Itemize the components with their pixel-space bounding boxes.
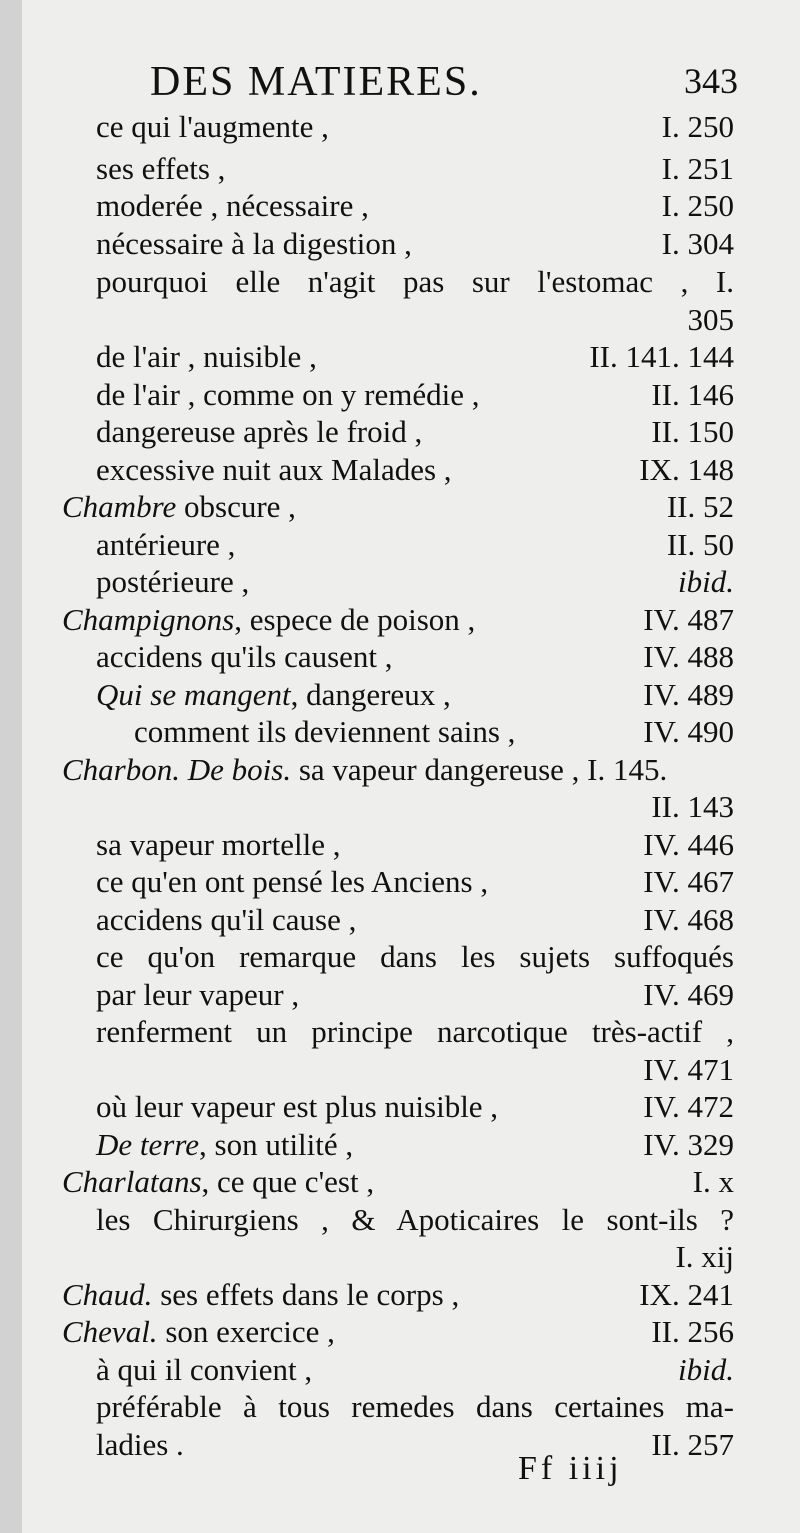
entry-reference: IV. 472: [643, 1089, 734, 1124]
entry-reference: IV. 468: [643, 902, 734, 937]
entry-reference: IV. 488: [643, 639, 734, 674]
entry-reference: II. 143: [651, 789, 734, 824]
entry-reference: II. 50: [666, 527, 734, 562]
entry-reference: ibid.: [678, 1352, 734, 1387]
index-line: [0, 413, 800, 450]
entry-headword: Charlatans: [62, 1164, 202, 1199]
entry-text: préférable à tous remedes dans certaines ma-: [96, 1389, 734, 1424]
index-line: [0, 301, 800, 338]
index-line: [0, 526, 800, 563]
index-line: [0, 1051, 800, 1088]
entry-text: de l'air , comme on y remédie ,: [96, 377, 480, 412]
index-line: [0, 638, 800, 675]
running-header: [150, 58, 738, 108]
entry-gloss: , ce que c'est ,: [201, 1164, 375, 1199]
index-line: [0, 863, 800, 900]
index-line: [0, 601, 800, 638]
entry-reference: IV. 490: [643, 714, 734, 749]
entry-text: ce qui l'augmente ,: [96, 109, 329, 144]
entry-text: par leur vapeur ,: [96, 977, 300, 1012]
index-line: [0, 563, 800, 600]
index-line: [0, 1088, 800, 1125]
entry-reference: IV. 467: [643, 864, 734, 899]
entry-reference: I. 304: [661, 226, 734, 261]
entry-reference: IV. 446: [643, 827, 734, 862]
entry-reference: IV. 469: [643, 977, 734, 1012]
entry-reference: I. 250: [661, 109, 734, 144]
entry-gloss: ses effets dans le corps ,: [160, 1277, 460, 1312]
entry-text: [62, 601, 475, 638]
entry-gloss: , dangereux ,: [290, 677, 451, 712]
entry-reference: ibid.: [678, 564, 734, 599]
index-line: [0, 676, 800, 713]
entry-headword: Chambre: [62, 489, 177, 524]
index-line: [0, 187, 800, 224]
entry-text: antérieure ,: [96, 527, 236, 562]
entry-headword: De terre: [96, 1127, 200, 1162]
entry-text: moderée , nécessaire ,: [96, 188, 369, 223]
entry-headword: Cheval.: [62, 1314, 158, 1349]
entry-reference: II. 146: [651, 377, 734, 412]
entry-text: nécessaire à la digestion ,: [96, 226, 412, 261]
entry-text: pourquoi elle n'agit pas sur l'estomac , I.: [96, 264, 734, 299]
entry-text: postérieure ,: [96, 564, 250, 599]
entry-reference: I. x: [692, 1164, 734, 1199]
entry-text: [62, 1313, 335, 1350]
signature-mark: Ff iiij: [518, 1450, 623, 1487]
entry-gloss: , espece de poison ,: [234, 602, 476, 637]
index-line: [0, 451, 800, 488]
index-line: [0, 1388, 800, 1425]
entry-reference: IV. 487: [643, 602, 734, 637]
entry-headword: Chaud.: [62, 1277, 153, 1312]
index-line: [0, 1013, 800, 1050]
entry-gloss: sa vapeur dangereuse , I. 145.: [298, 752, 668, 787]
entry-reference: II. 256: [651, 1314, 734, 1349]
index-line: [0, 1201, 800, 1238]
index-line: [0, 1163, 800, 1200]
entry-reference: IX. 241: [639, 1277, 734, 1312]
entry-reference: IV. 489: [643, 677, 734, 712]
entry-text: ce qu'en ont pensé les Anciens ,: [96, 864, 489, 899]
entry-text: excessive nuit aux Malades ,: [96, 452, 452, 487]
entry-text: [62, 751, 667, 788]
index-line: [0, 713, 800, 750]
entry-reference: II. 141. 144: [589, 339, 734, 374]
index-line: [0, 751, 800, 788]
entry-text: [62, 488, 296, 525]
entry-headword: Champignons: [62, 602, 235, 637]
index-line: [0, 788, 800, 825]
entry-text: les Chirurgiens , & Apoticaires le sont-ils ?: [96, 1202, 734, 1237]
entry-text: [62, 1163, 374, 1200]
entry-text: ce qu'on remarque dans les sujets suffoqués: [96, 939, 734, 974]
entry-text: [96, 1126, 353, 1163]
entry-text: accidens qu'ils causent ,: [96, 639, 393, 674]
index-line: [0, 1426, 800, 1463]
index-line: [0, 1126, 800, 1163]
entry-reference: IV. 471: [643, 1052, 734, 1087]
entry-gloss: obscure ,: [184, 489, 296, 524]
index-line: [0, 376, 800, 413]
entry-reference: II. 52: [666, 489, 734, 524]
index-line: [0, 901, 800, 938]
index-line: [0, 826, 800, 863]
entry-text: [96, 676, 451, 713]
entry-text: ladies .: [96, 1427, 184, 1462]
page-number: 343: [684, 61, 738, 101]
index-line: [0, 150, 800, 187]
index-line: [0, 225, 800, 262]
entry-text: à qui il convient ,: [96, 1352, 313, 1387]
index-line: [0, 938, 800, 975]
index-line: [0, 338, 800, 375]
entry-text: comment ils deviennent sains ,: [134, 714, 516, 749]
entry-reference: I. 250: [661, 188, 734, 223]
entry-reference: II. 257: [651, 1427, 734, 1462]
entry-reference: 305: [687, 302, 734, 337]
entry-text: dangereuse après le froid ,: [96, 414, 423, 449]
entry-text: [62, 1276, 459, 1313]
entry-text: sa vapeur mortelle ,: [96, 827, 341, 862]
entry-headword: Qui se mangent: [96, 677, 291, 712]
index-line: [0, 1238, 800, 1275]
entry-reference: I. 251: [661, 151, 734, 186]
index-line: [0, 1313, 800, 1350]
entry-reference: IX. 148: [639, 452, 734, 487]
entry-reference: IV. 329: [643, 1127, 734, 1162]
index-line: [0, 1276, 800, 1313]
entry-text: ses effets ,: [96, 151, 226, 186]
entry-headword: Charbon. De bois.: [62, 752, 292, 787]
running-title: DES MATIERES.: [150, 59, 482, 105]
index-line: [0, 488, 800, 525]
index-line: [0, 1351, 800, 1388]
entry-gloss: son exercice ,: [165, 1314, 335, 1349]
entry-gloss: , son utilité ,: [199, 1127, 354, 1162]
index-line: [0, 108, 800, 145]
entry-text: renferment un principe narcotique très-actif ,: [96, 1014, 734, 1049]
entry-text: accidens qu'il cause ,: [96, 902, 357, 937]
index-line: [0, 263, 800, 300]
entry-text: où leur vapeur est plus nuisible ,: [96, 1089, 499, 1124]
entry-text: de l'air , nuisible ,: [96, 339, 317, 374]
entry-reference: I. xij: [675, 1239, 734, 1274]
index-line: [0, 976, 800, 1013]
entry-reference: II. 150: [651, 414, 734, 449]
